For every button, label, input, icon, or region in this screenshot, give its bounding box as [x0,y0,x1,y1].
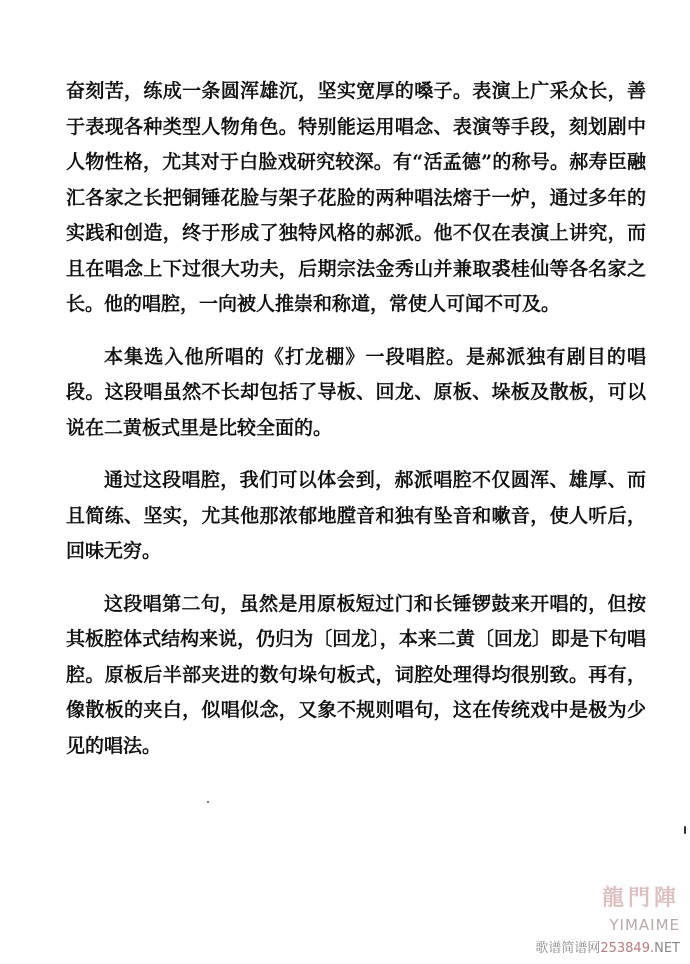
paragraph-2: 本集选入他所唱的《打龙棚》一段唱腔。是郝派独有剧目的唱段。这段唱虽然不长却包括了导板、回龙、原板、垛板及散板，可以说在二黄板式里是比较全面的。 [66,345,646,439]
paragraph-3: 通过这段唱腔，我们可以体会到，郝派唱腔不仅圆浑、雄厚、而且简练、坚实，尤其他那浓郁地膛音和独有坠音和嗽音，使人听后，回味无穷。 [66,469,646,562]
watermark-footer [535,937,680,956]
scan-speck [684,826,686,834]
watermark-suffix: .NET [649,941,680,956]
paragraph-4: 这段唱第二句，虽然是用原板短过门和长锤锣鼓来开唱的，但按其板腔体式结构来说，仍归为〔回龙〕，本来二黄〔回龙〕即是下句唱腔。原板后半部夹进的数句垛句板式，词腔处理得均很别致。再有，像散板的夹白，似唱似念，又象不规则唱句，这在传统戏中是极为少见的唱法。 [66,592,646,757]
watermark-number: 253849 [600,941,650,956]
watermark-domain: YIMAIME [609,916,680,934]
watermark-site: 歌谱简谱网 [535,941,601,956]
scan-speck [207,801,209,803]
body-text [66,74,646,764]
watermark-logo: 龍門陣 [601,885,680,911]
paragraph-1: 奋刻苦，练成一条圆浑雄沉，坚实宽厚的嗓子。表演上广采众长，善于表现各种类型人物角色。特别能运用唱念、表演等手段，刻划剧中人物性格，尤其对于白脸戏研究较深。有“活孟德”的称号。郝寿臣融汇各家之长把铜锤花脸与架子花脸的两种唱法熔于一炉，通过多年的实践和创造，终于形成了独特风格的郝派。他不仅在表演上讲究，而且在唱念上下过很大功夫，后期宗法金秀山并兼取裘桂仙等各名家之长。他的唱腔，一向被人推崇和称道，常使人可闻不可及。 [66,80,646,315]
